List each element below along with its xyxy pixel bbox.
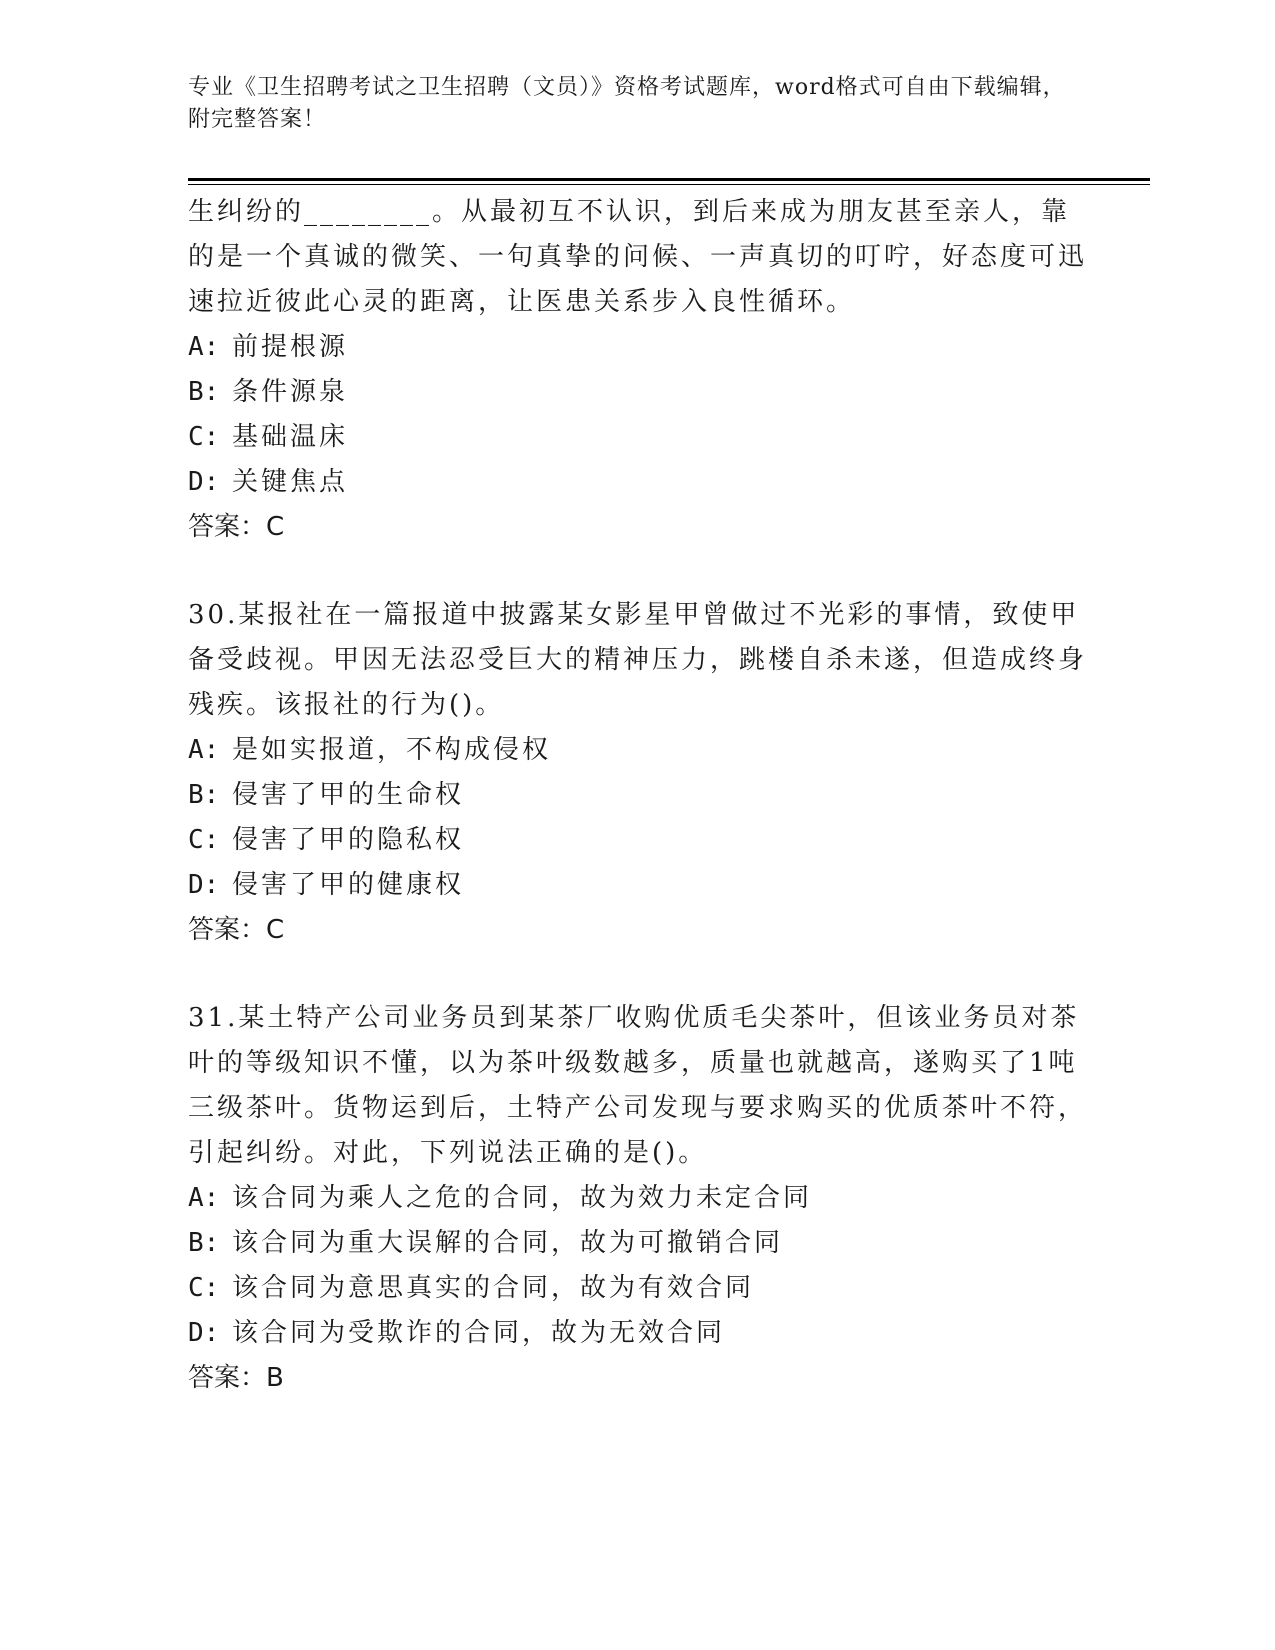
option-b xyxy=(188,773,1088,818)
question-block xyxy=(188,996,1088,1401)
option-key: A: xyxy=(188,735,220,765)
answer-line: 答案：C xyxy=(188,512,285,542)
option-key: B: xyxy=(188,377,220,407)
option-d xyxy=(188,863,1088,908)
option-text: 该合同为受欺诈的合同，故为无效合同 xyxy=(232,1318,726,1348)
option-key: D: xyxy=(188,1318,220,1348)
option-c xyxy=(188,415,1088,460)
option-a xyxy=(188,325,1088,370)
option-key: C: xyxy=(188,422,220,452)
option-text: 关键焦点 xyxy=(232,467,349,497)
option-key: A: xyxy=(188,1183,220,1213)
option-text: 侵害了甲的隐私权 xyxy=(232,825,465,855)
page-header: 专业《卫生招聘考试之卫生招聘（文员）》资格考试题库，word格式可自由下载编辑，附完整答案！ xyxy=(188,75,1066,132)
option-text: 前提根源 xyxy=(232,332,349,362)
option-key: A: xyxy=(188,332,220,362)
option-a xyxy=(188,1176,1088,1221)
question-stem: 31.某土特产公司业务员到某茶厂收购优质毛尖茶叶，但该业务员对茶叶的等级知识不懂，以为茶叶级数越多，质量也就越高，遂购买了1吨三级茶叶。货物运到后，土特产公司发现与要求购买的优质茶叶不符，引起纠纷。对此，下列说法正确的是()。 xyxy=(188,1003,1088,1168)
answer-line: 答案：B xyxy=(188,1363,284,1393)
question-block xyxy=(188,190,1088,550)
option-text: 该合同为乘人之危的合同，故为效力未定合同 xyxy=(232,1183,813,1213)
option-c xyxy=(188,818,1088,863)
option-d xyxy=(188,1311,1088,1356)
option-b xyxy=(188,370,1088,415)
option-c xyxy=(188,1266,1088,1311)
option-d xyxy=(188,460,1088,505)
option-key: D: xyxy=(188,467,220,497)
question-block xyxy=(188,593,1088,953)
option-text: 该合同为重大误解的合同，故为可撤销合同 xyxy=(232,1228,784,1258)
option-text: 侵害了甲的健康权 xyxy=(232,870,465,900)
question-list xyxy=(188,190,1088,1444)
question-stem: 30.某报社在一篇报道中披露某女影星甲曾做过不光彩的事情，致使甲备受歧视。甲因无法忍受巨大的精神压力，跳楼自杀未遂，但造成终身残疾。该报社的行为()。 xyxy=(188,600,1088,720)
option-key: D: xyxy=(188,870,220,900)
option-key: B: xyxy=(188,1228,220,1258)
answer-line: 答案：C xyxy=(188,915,285,945)
option-key: C: xyxy=(188,1273,220,1303)
header-divider-thick xyxy=(188,178,1150,181)
option-text: 是如实报道，不构成侵权 xyxy=(232,735,552,765)
option-key: C: xyxy=(188,825,220,855)
option-key: B: xyxy=(188,780,220,810)
option-b xyxy=(188,1221,1088,1266)
question-stem: 生纠纷的________。从最初互不认识，到后来成为朋友甚至亲人，靠的是一个真诚的微笑、一句真挚的问候、一声真切的叮咛，好态度可迅速拉近彼此心灵的距离，让医患关系步入良性循环。 xyxy=(188,197,1088,317)
option-text: 该合同为意思真实的合同，故为有效合同 xyxy=(232,1273,755,1303)
option-text: 条件源泉 xyxy=(232,377,349,407)
header-divider-thin xyxy=(188,184,1150,185)
option-text: 基础温床 xyxy=(232,422,349,452)
option-text: 侵害了甲的生命权 xyxy=(232,780,465,810)
option-a xyxy=(188,728,1088,773)
